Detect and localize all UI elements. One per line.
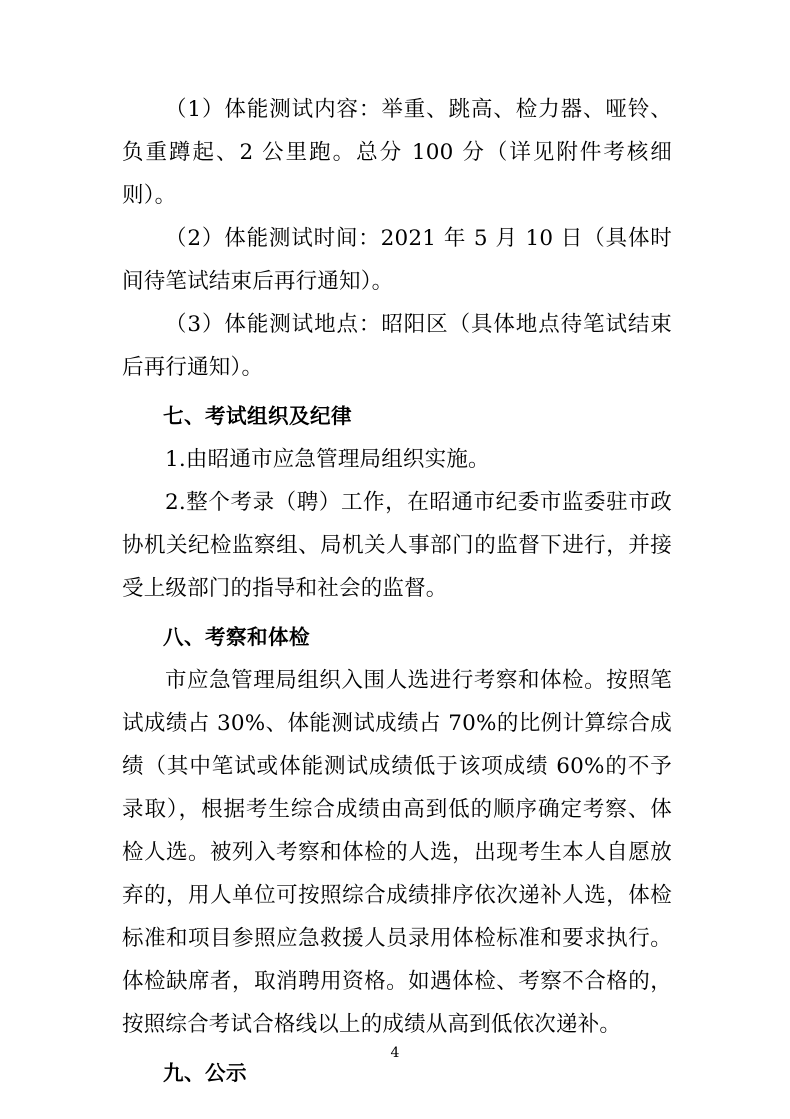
heading-publicity: 九、公示 [163,1061,247,1085]
paragraph-physical-test-time: （2）体能测试时间：2021 年 5 月 10 日（具体时间待笔试结束后再行通知）。 [122,226,672,294]
paragraph-physical-test-content: （1）体能测试内容：举重、跳高、检力器、哑铃、负重蹲起、2 公里跑。总分 100 分（详见附件考核细则）。 [122,97,672,208]
document-body [122,88,672,1095]
heading-exam-organization: 七、考试组织及纪律 [163,404,352,428]
paragraph-supervision: 2.整个考录（聘）工作，在昭通市纪委市监委驻市政协机关纪检监察组、局机关人事部门的监督下进行，并接受上级部门的指导和社会的监督。 [122,490,672,601]
heading-inspection-and-physical: 八、考察和体检 [163,625,310,649]
paragraph-organizer: 1.由昭通市应急管理局组织实施。 [165,447,490,472]
paragraph-inspection-details: 市应急管理局组织入围人选进行考察和体检。按照笔试成绩占 30%、体能测试成绩占 70%的比例计算综合成绩（其中笔试或体能测试成绩低于该项成绩 60%的不予录取），根据考生综合成绩由高到低的顺序确定考察、体检人选。被列入考察和体检的人选，出现考生本人自愿放弃的，用人单位可按照综合成绩排序依次递补人选，体检标准和项目参照应急救援人员录用体检标准和要求执行。体检缺席者，取消聘用资格。如遇体检、考察不合格的，按照综合考试合格线以上的成绩从高到低依次递补。 [122,668,672,1037]
paragraph-physical-test-location: （3）体能测试地点：昭阳区（具体地点待笔试结束后再行通知）。 [122,312,672,380]
page-number: 4 [390,1045,400,1061]
